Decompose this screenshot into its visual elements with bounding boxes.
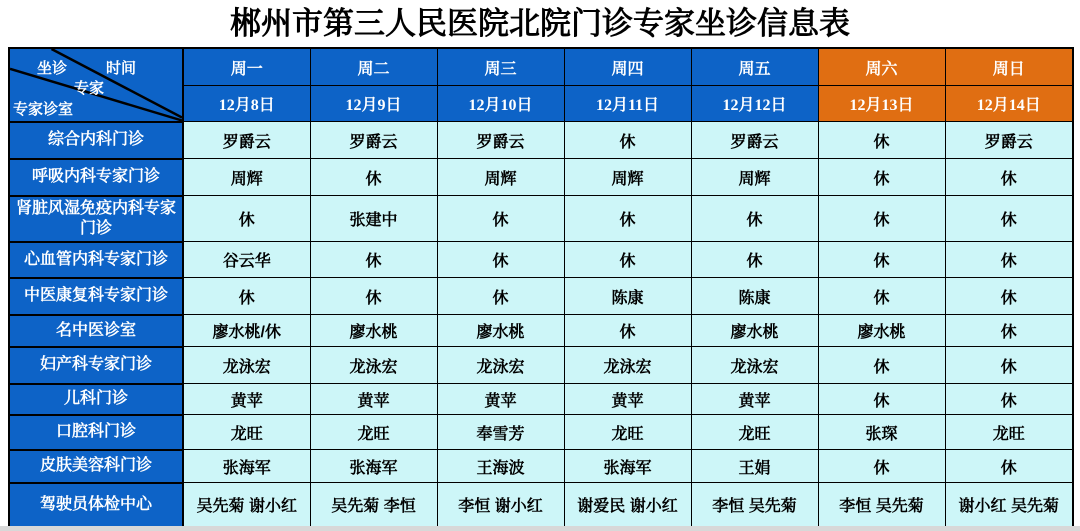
bottom-strip	[0, 526, 1080, 531]
table-body	[9, 122, 1073, 527]
schedule-cell: 罗爵云	[183, 122, 310, 159]
date-header-5: 12月12日	[691, 86, 818, 122]
weekday-header-3: 周三	[437, 48, 564, 86]
schedule-cell: 罗爵云	[945, 122, 1073, 159]
schedule-row-9	[9, 415, 1073, 450]
schedule-row-3	[9, 196, 1073, 242]
schedule-cell: 张建中	[310, 196, 437, 242]
schedule-row-2	[9, 159, 1073, 196]
schedule-cell: 休	[945, 450, 1073, 483]
schedule-row-8	[9, 384, 1073, 415]
schedule-cell: 奉雪芳	[437, 415, 564, 450]
weekday-header-1: 周一	[183, 48, 310, 86]
schedule-cell: 廖水桃/休	[183, 315, 310, 347]
schedule-cell: 龙泳宏	[437, 347, 564, 384]
schedule-cell: 张琛	[818, 415, 945, 450]
table-header	[9, 48, 1073, 122]
schedule-row-1	[9, 122, 1073, 159]
date-header-6: 12月13日	[818, 86, 945, 122]
date-header-1: 12月8日	[183, 86, 310, 122]
schedule-cell: 张海军	[310, 450, 437, 483]
schedule-cell: 黄苹	[310, 384, 437, 415]
schedule-cell: 休	[564, 242, 691, 278]
schedule-table	[8, 47, 1074, 528]
schedule-cell: 休	[691, 196, 818, 242]
schedule-cell: 王海波	[437, 450, 564, 483]
clinic-label-4: 心血管内科专家门诊	[9, 242, 183, 278]
schedule-cell: 休	[183, 278, 310, 315]
schedule-cell: 龙泳宏	[183, 347, 310, 384]
schedule-cell: 休	[564, 196, 691, 242]
schedule-cell: 黄苹	[437, 384, 564, 415]
schedule-row-7	[9, 347, 1073, 384]
schedule-cell: 休	[945, 159, 1073, 196]
clinic-label-11: 驾驶员体检中心	[9, 483, 183, 527]
schedule-cell: 张海军	[564, 450, 691, 483]
schedule-cell: 休	[310, 159, 437, 196]
corner-diagonal-area	[10, 49, 182, 121]
date-header-7: 12月14日	[945, 86, 1073, 122]
schedule-cell: 龙旺	[310, 415, 437, 450]
schedule-cell: 周辉	[564, 159, 691, 196]
clinic-label-9: 口腔科门诊	[9, 415, 183, 450]
weekday-header-4: 周四	[564, 48, 691, 86]
corner-label-zuozhen: 坐诊	[37, 61, 68, 77]
schedule-cell: 陈康	[564, 278, 691, 315]
schedule-cell: 谷云华	[183, 242, 310, 278]
schedule-cell: 周辉	[691, 159, 818, 196]
weekday-header-6: 周六	[818, 48, 945, 86]
schedule-cell: 休	[945, 315, 1073, 347]
schedule-cell: 李恒 吴先菊	[691, 483, 818, 527]
weekday-header-row	[9, 48, 1073, 86]
schedule-row-10	[9, 450, 1073, 483]
schedule-cell: 廖水桃	[437, 315, 564, 347]
schedule-cell: 休	[183, 196, 310, 242]
schedule-cell: 廖水桃	[818, 315, 945, 347]
schedule-cell: 龙泳宏	[691, 347, 818, 384]
schedule-cell: 休	[310, 242, 437, 278]
schedule-cell: 李恒 谢小红	[437, 483, 564, 527]
clinic-label-6: 名中医诊室	[9, 315, 183, 347]
clinic-label-3: 肾脏风湿免疫内科专家门诊	[9, 196, 183, 242]
schedule-cell: 吴先菊 谢小红	[183, 483, 310, 527]
schedule-cell: 休	[945, 196, 1073, 242]
clinic-label-5: 中医康复科专家门诊	[9, 278, 183, 315]
date-header-4: 12月11日	[564, 86, 691, 122]
schedule-cell: 休	[437, 196, 564, 242]
schedule-cell: 休	[310, 278, 437, 315]
schedule-cell: 休	[818, 347, 945, 384]
schedule-cell: 休	[945, 347, 1073, 384]
schedule-row-5	[9, 278, 1073, 315]
corner-label-zhuanjia: 专家	[74, 81, 105, 97]
schedule-cell: 李恒 吴先菊	[818, 483, 945, 527]
schedule-cell: 休	[818, 278, 945, 315]
schedule-cell: 黄苹	[183, 384, 310, 415]
schedule-row-4	[9, 242, 1073, 278]
schedule-cell: 龙旺	[691, 415, 818, 450]
corner-header-cell	[9, 48, 183, 122]
schedule-cell: 谢爱民 谢小红	[564, 483, 691, 527]
schedule-cell: 休	[564, 122, 691, 159]
schedule-cell: 罗爵云	[310, 122, 437, 159]
weekday-header-7: 周日	[945, 48, 1073, 86]
schedule-cell: 休	[437, 242, 564, 278]
clinic-label-7: 妇产科专家门诊	[9, 347, 183, 384]
schedule-cell: 吴先菊 李恒	[310, 483, 437, 527]
schedule-cell: 休	[691, 242, 818, 278]
schedule-cell: 休	[564, 315, 691, 347]
schedule-cell: 休	[818, 384, 945, 415]
date-header-3: 12月10日	[437, 86, 564, 122]
clinic-label-10: 皮肤美容科门诊	[9, 450, 183, 483]
schedule-cell: 谢小红 吴先菊	[945, 483, 1073, 527]
schedule-cell: 廖水桃	[310, 315, 437, 347]
schedule-row-6	[9, 315, 1073, 347]
schedule-cell: 休	[818, 196, 945, 242]
schedule-cell: 周辉	[437, 159, 564, 196]
schedule-cell: 龙旺	[564, 415, 691, 450]
schedule-cell: 龙泳宏	[564, 347, 691, 384]
schedule-cell: 休	[818, 159, 945, 196]
schedule-cell: 龙旺	[945, 415, 1073, 450]
schedule-cell: 休	[945, 242, 1073, 278]
date-header-2: 12月9日	[310, 86, 437, 122]
schedule-cell: 罗爵云	[691, 122, 818, 159]
page-title: 郴州市第三人民医院北院门诊专家坐诊信息表	[230, 6, 850, 41]
schedule-cell: 廖水桃	[691, 315, 818, 347]
schedule-cell: 休	[818, 242, 945, 278]
schedule-cell: 龙旺	[183, 415, 310, 450]
clinic-label-8: 儿科门诊	[9, 384, 183, 415]
schedule-cell: 张海军	[183, 450, 310, 483]
schedule-cell: 罗爵云	[437, 122, 564, 159]
schedule-cell: 黄苹	[564, 384, 691, 415]
weekday-header-2: 周二	[310, 48, 437, 86]
clinic-label-1: 综合内科门诊	[9, 122, 183, 159]
corner-label-shijian: 时间	[106, 61, 137, 77]
schedule-cell: 休	[945, 384, 1073, 415]
corner-label-zhenshi: 专家诊室	[13, 102, 74, 118]
schedule-cell: 龙泳宏	[310, 347, 437, 384]
schedule-cell: 休	[818, 122, 945, 159]
schedule-cell: 休	[437, 278, 564, 315]
schedule-cell: 黄苹	[691, 384, 818, 415]
weekday-header-5: 周五	[691, 48, 818, 86]
clinic-label-2: 呼吸内科专家门诊	[9, 159, 183, 196]
schedule-cell: 休	[818, 450, 945, 483]
schedule-cell: 休	[945, 278, 1073, 315]
schedule-row-11	[9, 483, 1073, 527]
schedule-cell: 陈康	[691, 278, 818, 315]
schedule-cell: 周辉	[183, 159, 310, 196]
schedule-cell: 王娟	[691, 450, 818, 483]
